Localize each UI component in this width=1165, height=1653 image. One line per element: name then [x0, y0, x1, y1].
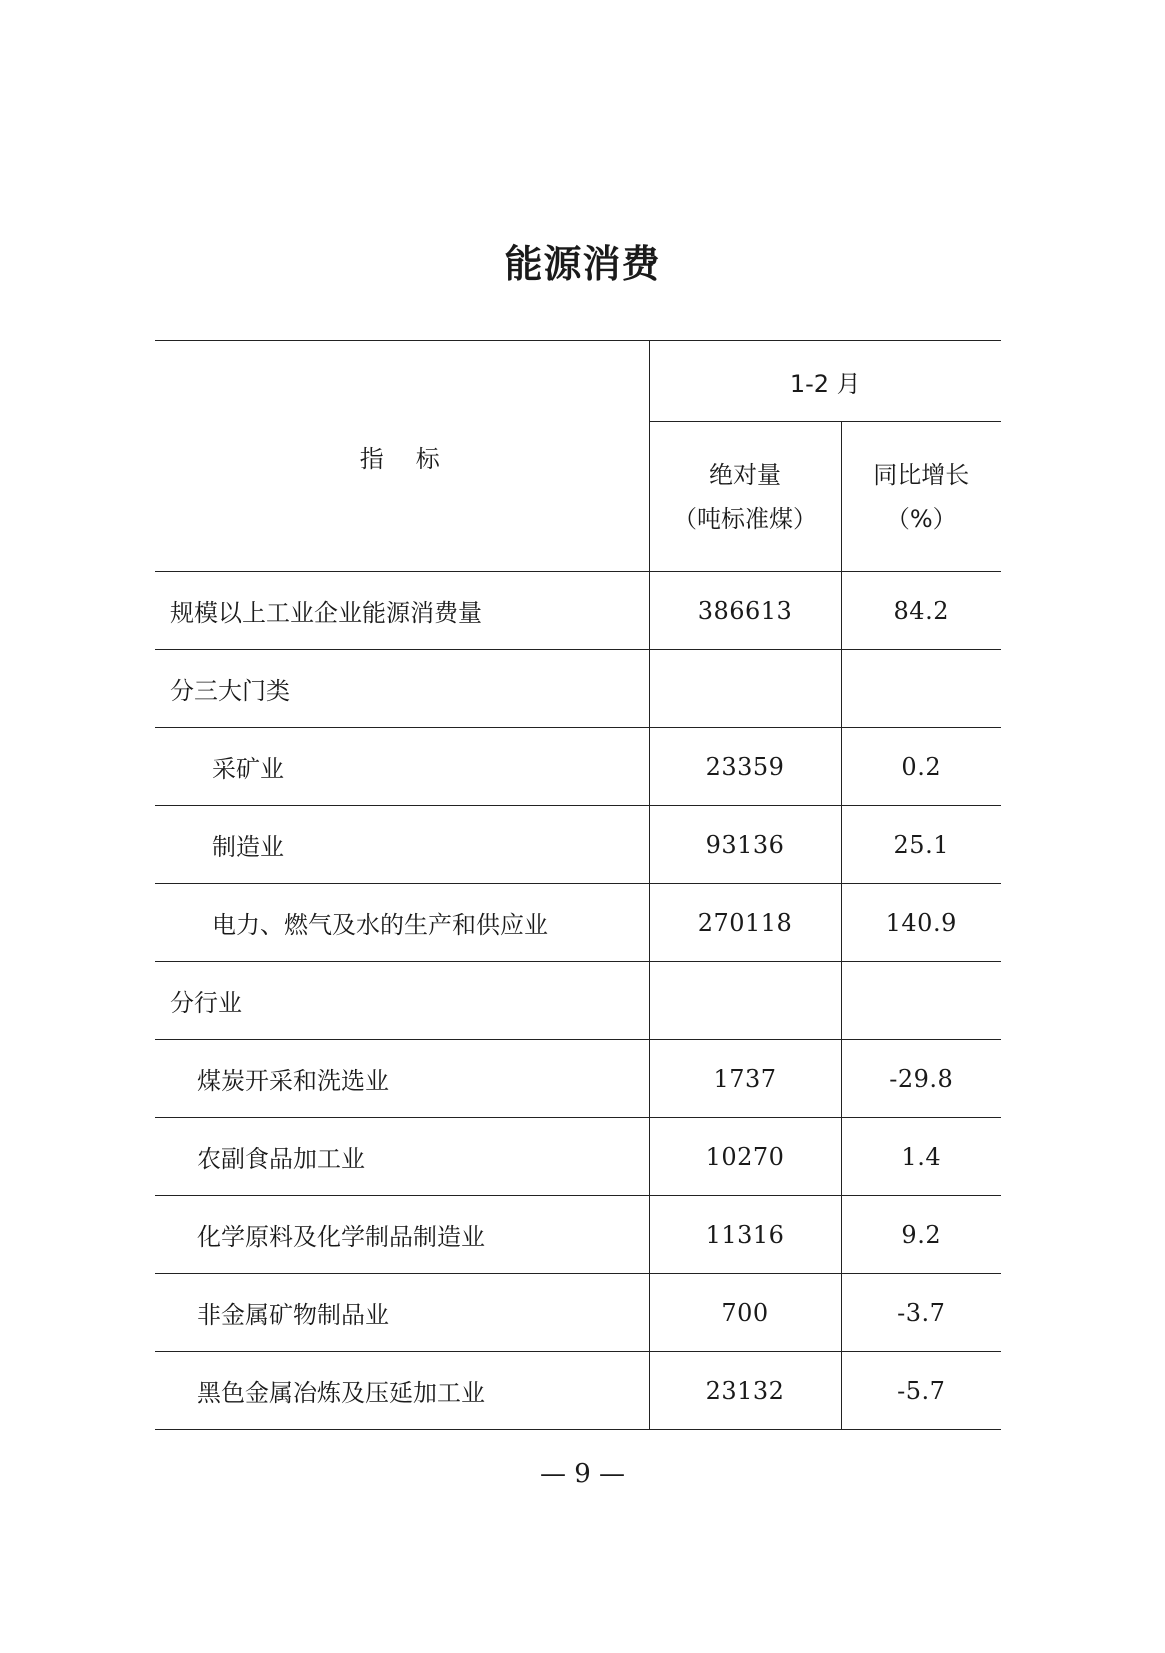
row-label: 非金属矿物制品业: [155, 1274, 649, 1352]
absolute-value: 1737: [649, 1040, 841, 1118]
table-row: [155, 806, 1001, 884]
growth-value: -5.7: [841, 1352, 1001, 1430]
absolute-value: 700: [649, 1274, 841, 1352]
page-number: — 9 —: [539, 1459, 626, 1489]
table-row: [155, 1274, 1001, 1352]
period-header: 1-2 月: [649, 341, 1001, 422]
growth-value: 1.4: [841, 1118, 1001, 1196]
growth-header-unit: （%）: [885, 504, 957, 533]
absolute-value: 270118: [649, 884, 841, 962]
table-row: [155, 1040, 1001, 1118]
page-title: 能源消费: [504, 242, 661, 286]
absolute-value: 11316: [649, 1196, 841, 1274]
growth-value: 0.2: [841, 728, 1001, 806]
growth-value: -3.7: [841, 1274, 1001, 1352]
absolute-column-header: [649, 422, 841, 572]
growth-value: [841, 650, 1001, 728]
table-row: [155, 1352, 1001, 1430]
absolute-value: 93136: [649, 806, 841, 884]
row-label: 采矿业: [155, 728, 649, 806]
growth-value: -29.8: [841, 1040, 1001, 1118]
table-row: [155, 572, 1001, 650]
absolute-value: 23359: [649, 728, 841, 806]
growth-header-line1: 同比增长: [873, 460, 970, 489]
row-label: 农副食品加工业: [155, 1118, 649, 1196]
growth-value: 84.2: [841, 572, 1001, 650]
energy-consumption-table: [155, 340, 1001, 1430]
growth-value: 140.9: [841, 884, 1001, 962]
row-label: 电力、燃气及水的生产和供应业: [155, 884, 649, 962]
row-label: 煤炭开采和洗选业: [155, 1040, 649, 1118]
indicator-header: 指 标: [155, 341, 649, 572]
absolute-header-line1: 绝对量: [709, 460, 781, 489]
absolute-value: [649, 650, 841, 728]
growth-value: [841, 962, 1001, 1040]
row-label: 分行业: [155, 962, 649, 1040]
row-label: 化学原料及化学制品制造业: [155, 1196, 649, 1274]
table-row: [155, 650, 1001, 728]
growth-value: 25.1: [841, 806, 1001, 884]
table-row: [155, 1196, 1001, 1274]
absolute-value: 386613: [649, 572, 841, 650]
growth-column-header: [841, 422, 1001, 572]
table-row: [155, 962, 1001, 1040]
absolute-value: 10270: [649, 1118, 841, 1196]
row-label: 规模以上工业企业能源消费量: [155, 572, 649, 650]
absolute-value: 23132: [649, 1352, 841, 1430]
table-row: [155, 728, 1001, 806]
row-label: 分三大门类: [155, 650, 649, 728]
table-row: [155, 884, 1001, 962]
row-label: 黑色金属冶炼及压延加工业: [155, 1352, 649, 1430]
growth-value: 9.2: [841, 1196, 1001, 1274]
row-label: 制造业: [155, 806, 649, 884]
table-row: [155, 1118, 1001, 1196]
absolute-value: [649, 962, 841, 1040]
absolute-header-unit: （吨标准煤）: [673, 504, 817, 533]
